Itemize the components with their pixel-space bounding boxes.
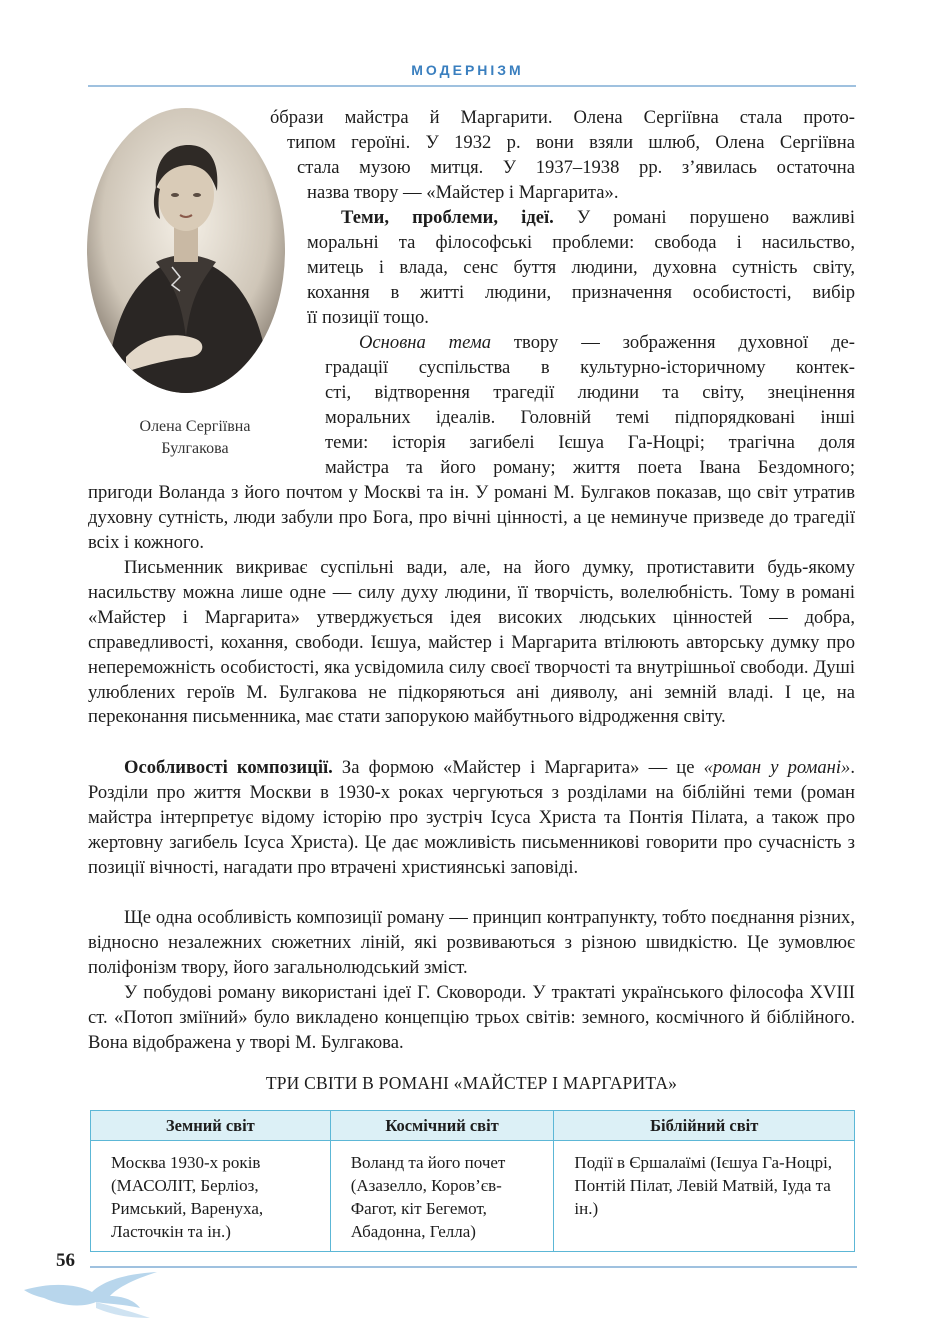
- caption-line: Булгакова: [161, 440, 229, 457]
- text-line: моральні та філософські проблеми: свобода і насильство,: [307, 232, 855, 253]
- themes-first-line: [341, 206, 855, 231]
- text-span: . Розділи про життя Москви в 1930-х роках чергуються з розділами на біблійні теми (роман майстра інтерпретує відому історію про зустріч Ісуса Христа та Понтія Пілата, а також про жертовну загибель Ісуса Христа). Це дає можливість письменникові говорити про сучасність з позиції вічності, нагадати про втрачені християнські заповіді.: [88, 757, 855, 878]
- table-header-cell: Земний світ: [91, 1111, 331, 1141]
- paragraph: Ще одна особливість композиції роману — принцип контрапункту, тобто поєднання різних, відносно незалежних сюжетних ліній, які розвиваються з різною швидкістю. Це зумовлює поліфонізм твору, його загальнолюдський зміст.: [88, 907, 855, 978]
- text-line: теми: історія загибелі Ієшуа Га-Ноцрі; трагічна доля: [325, 432, 855, 453]
- themes-heading: Теми, проблеми, ідеї.: [341, 207, 554, 228]
- caption-line: Олена Сергіївна: [139, 418, 251, 435]
- paragraph: У побудові роману використані ідеї Г. Сковороди. У трактаті українського філософа XVIII ст. «Потоп зміїний» було викладено концепцію трьох світів: земного, космічного й біблійного. Вона відображена у творі М. Булгакова.: [88, 982, 855, 1053]
- table-header-row: [91, 1111, 855, 1141]
- text-span: У романі порушено важливі: [553, 207, 855, 228]
- text-line: óбрази майстра й Маргарити. Олена Сергіївна стала прото-: [270, 107, 855, 128]
- composition-term: «роман у романі»: [703, 757, 851, 778]
- text-line: митець і влада, сенс буття людини, духовна сутність світу,: [307, 257, 855, 278]
- portrait-caption: [100, 416, 290, 460]
- paragraph-composition: [88, 756, 855, 881]
- text-line: моральних ідеалів. Головній темі підпорядковані інші: [325, 407, 855, 428]
- table-cell: Воланд та його почет (Азазелло, Коров’єв-Фагот, кіт Бегемот, Абадонна, Гелла): [330, 1141, 554, 1252]
- table-cell: Події в Єршалаїмі (Ієшуа Га-Ноцрі, Понтій Пілат, Левій Матвій, Іуда та ін.): [554, 1141, 855, 1252]
- table-header-cell: Біблійний світ: [554, 1111, 855, 1141]
- text-line: градації суспільства в культурно-історичному контек-: [325, 357, 855, 378]
- section-title: МОДЕРНІЗМ: [411, 62, 524, 78]
- footer-divider: [90, 1266, 857, 1268]
- table-cell: Москва 1930-х років (МАСОЛІТ, Берліоз, Римський, Варенуха, Ласточкін та ін.): [91, 1141, 331, 1252]
- portrait-photo: [86, 107, 286, 394]
- text-line: сті, відтворення трагедії людини та світу, знецінення: [325, 382, 855, 403]
- text-line: майстра та його роману; життя поета Івана Бездомного;: [325, 457, 855, 478]
- text-line: кохання в житті людини, призначення особистості, вибір: [307, 282, 855, 303]
- header-divider: [88, 85, 856, 87]
- table-header-cell: Космічний світ: [330, 1111, 554, 1141]
- text-span: За формою «Майстер і Маргарита» — це: [332, 757, 704, 778]
- bird-icon: [22, 1262, 172, 1327]
- page-number: 56: [56, 1250, 75, 1271]
- text-line: її позиції тощо.: [307, 307, 429, 328]
- text-span: твору — зображення духовної де-: [491, 332, 855, 353]
- table-row: [91, 1141, 855, 1252]
- three-worlds-table: [90, 1110, 855, 1252]
- text-line: стала музою митця. У 1937–1938 рр. з’явилась остаточна: [297, 157, 855, 178]
- main-theme-term: Основна тема: [359, 332, 492, 353]
- text-line: назва твору — «Майстер і Маргарита».: [307, 182, 619, 203]
- paragraph: Письменник викриває суспільні вади, але, на його думку, протиставити будь-якому насильству можна лише одне — силу духу людини, її творчість, волелюбність. Тому в романі «Майстер і Маргарита» утверджується ідея високих людських цінностей — добра, справедливості, кохання, свободи. Ієшуа, майстер і Маргарита втілюють авторську думку про непереможність особистості, яка усвідомила силу своєї творчості та внутрішньої свободи. Душі улюблених героїв М. Булгакова не підкоряються ані дияволу, ані земній владі. І це, на переконання письменника, має стати запорукою майбутнього відродження світу.: [88, 557, 855, 728]
- paragraph: пригоди Воланда з його почтом у Москві та ін. У романі М. Булгаков показав, що світ утратив духовну сутність, люди забули про Бога, про вічні цінності, а це неминуче призведе до трагедії всіх і кожного.: [88, 482, 855, 553]
- text-line: типом героїні. У 1932 р. вони взяли шлюб, Олена Сергіївна: [287, 132, 855, 153]
- composition-heading: Особливості композиції.: [124, 757, 333, 778]
- table-title: ТРИ СВІТИ В РОМАНІ «МАЙСТЕР І МАРГАРИТА»: [265, 1073, 678, 1093]
- main-theme-first-line: [359, 331, 855, 356]
